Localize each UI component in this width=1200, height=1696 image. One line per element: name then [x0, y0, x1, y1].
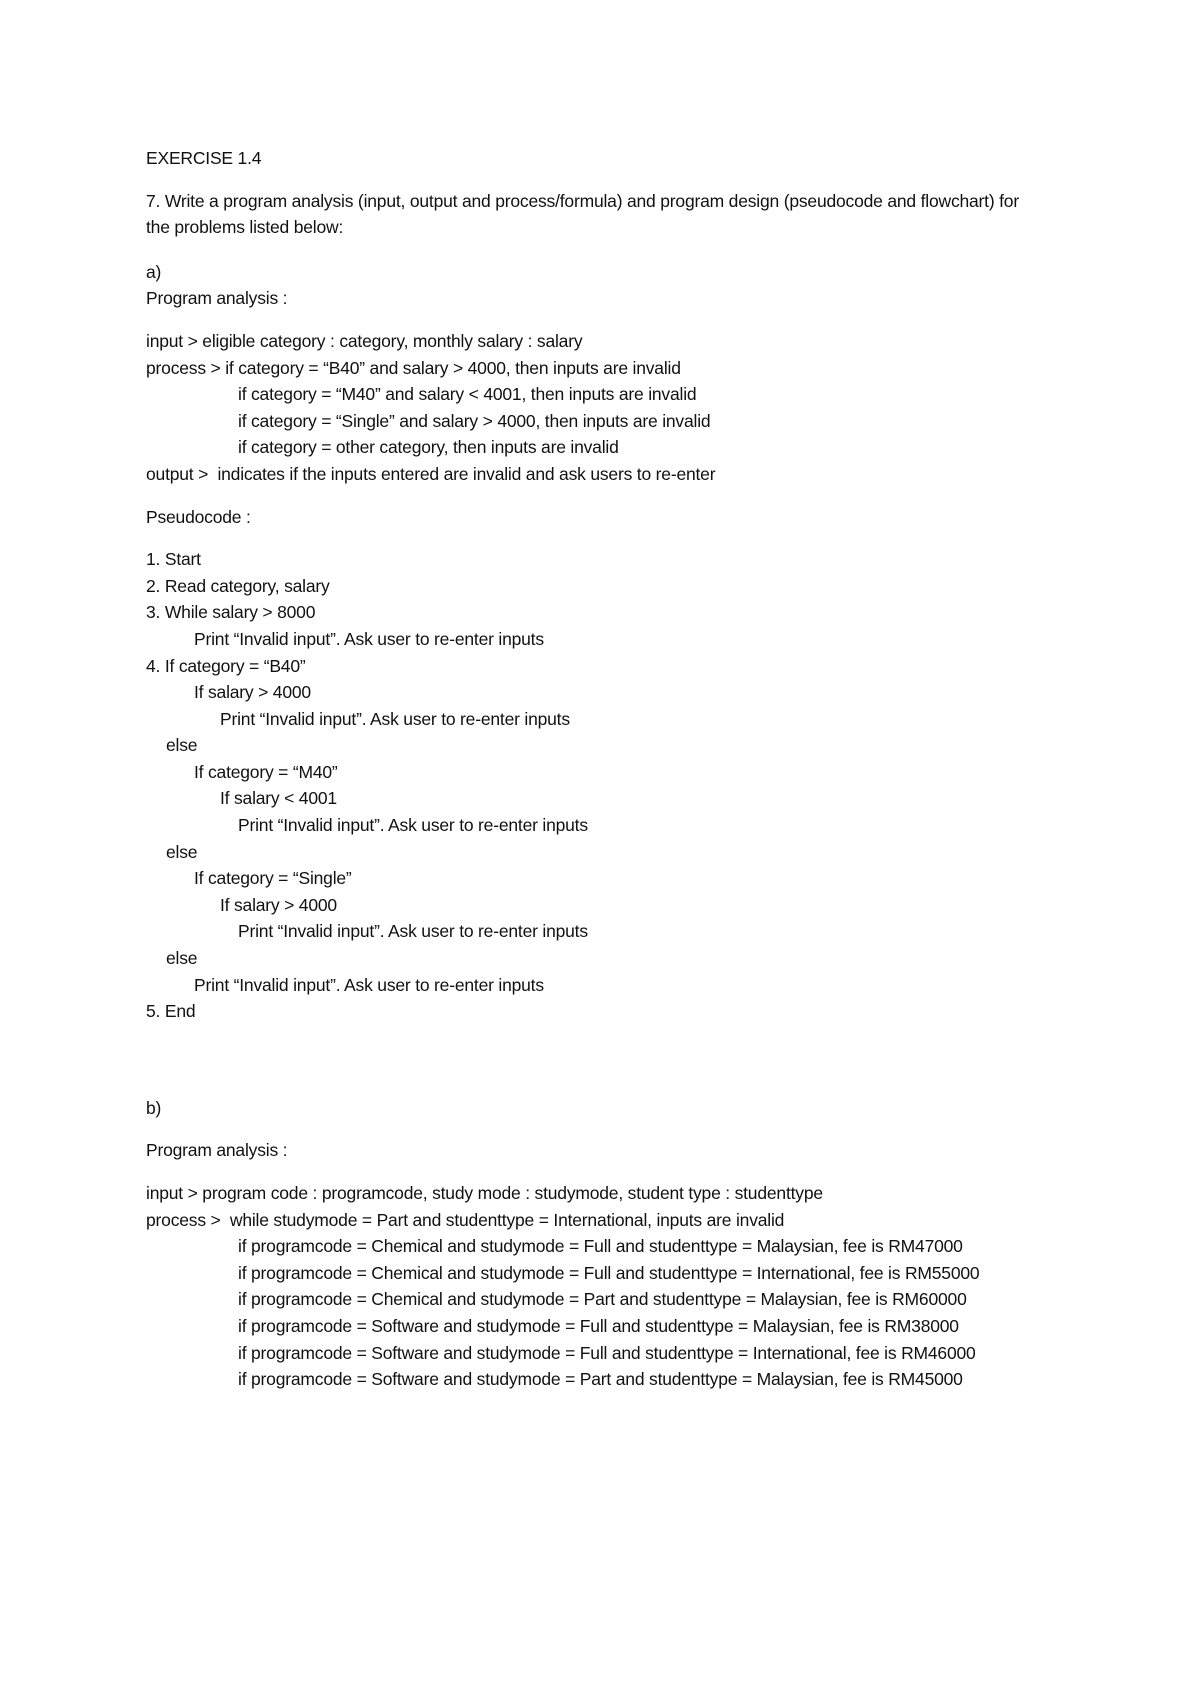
pseudocode-line: 1. Start — [146, 549, 201, 570]
part-a-process-line: if category = other category, then inputs are invalid — [238, 437, 619, 458]
part-b-analysis-heading: Program analysis : — [146, 1140, 288, 1161]
part-b-process-line: process > while studymode = Part and studenttype = International, inputs are invalid — [146, 1209, 785, 1230]
pseudocode-line: 5. End — [146, 1001, 196, 1022]
part-a-process-line: if category = “Single” and salary > 4000, then inputs are invalid — [238, 410, 711, 431]
document-body — [146, 145, 1046, 1393]
part-a-label: a) — [146, 261, 162, 282]
part-b-process-line: if programcode = Software and studymode = Part and studenttype = Malaysian, fee is RM45000 — [238, 1369, 963, 1390]
pseudocode-line: else — [166, 735, 198, 756]
part-b-process-line: if programcode = Chemical and studymode = Full and studenttype = Malaysian, fee is RM47000 — [238, 1236, 963, 1257]
pseudocode-line: else — [166, 948, 198, 969]
part-b-process-line: if programcode = Software and studymode = Full and studenttype = International, fee is RM46000 — [238, 1342, 976, 1363]
pseudocode-line: Print “Invalid input”. Ask user to re-enter inputs — [238, 921, 588, 942]
part-a-process-line: process > if category = “B40” and salary > 4000, then inputs are invalid — [146, 357, 681, 378]
part-b-process-line: if programcode = Chemical and studymode = Part and studenttype = Malaysian, fee is RM60000 — [238, 1289, 967, 1310]
pseudocode-line: Print “Invalid input”. Ask user to re-enter inputs — [238, 815, 588, 836]
question-text: 7. Write a program analysis (input, output and process/formula) and program design (pseudocode and flowchart) for the problems listed below: — [146, 190, 1019, 238]
pseudocode-line: Print “Invalid input”. Ask user to re-enter inputs — [194, 628, 544, 649]
part-b-process-line: if programcode = Software and studymode = Full and studenttype = Malaysian, fee is RM38000 — [238, 1315, 959, 1336]
pseudocode-line: Print “Invalid input”. Ask user to re-enter inputs — [220, 708, 570, 729]
pseudocode-line: If salary < 4001 — [220, 788, 337, 809]
part-b-label: b) — [146, 1097, 162, 1118]
pseudocode-line: If category = “M40” — [194, 761, 338, 782]
pseudocode-line: If salary > 4000 — [220, 894, 337, 915]
pseudocode-line: Print “Invalid input”. Ask user to re-enter inputs — [194, 974, 544, 995]
pseudocode-line: If category = “Single” — [194, 868, 352, 889]
part-a-process-line: if category = “M40” and salary < 4001, then inputs are invalid — [238, 384, 697, 405]
part-a-input-line: input > eligible category : category, monthly salary : salary — [146, 330, 583, 351]
pseudocode-line: If salary > 4000 — [194, 682, 311, 703]
part-a-output-line: output > indicates if the inputs entered are invalid and ask users to re-enter — [146, 463, 716, 484]
pseudocode-line: 4. If category = “B40” — [146, 655, 306, 676]
exercise-title: EXERCISE 1.4 — [146, 148, 262, 168]
part-a-analysis-heading: Program analysis : — [146, 288, 288, 309]
pseudocode-line: else — [166, 841, 198, 862]
pseudocode-line: 2. Read category, salary — [146, 575, 330, 596]
part-a-pseudocode-heading: Pseudocode : — [146, 506, 251, 527]
part-b-input-line: input > program code : programcode, study mode : studymode, student type : studenttype — [146, 1183, 823, 1203]
part-b-process-line: if programcode = Chemical and studymode = Full and studenttype = International, fee is RM55000 — [238, 1262, 980, 1283]
pseudocode-line: 3. While salary > 8000 — [146, 602, 316, 623]
